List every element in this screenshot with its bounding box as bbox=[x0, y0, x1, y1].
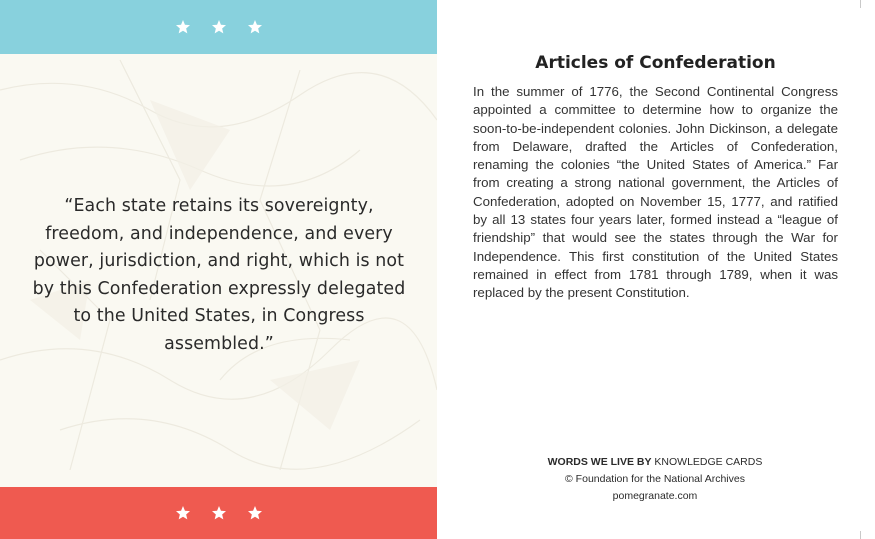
quote-text: “Each state retains its sovereignty, freedom, and independence, and every power, jurisdiction, and right, which is not by this Confederation expressly delegated to the United States, in Congress assembled.” bbox=[32, 196, 406, 354]
series-name: WORDS WE LIVE BY bbox=[547, 456, 652, 468]
series-suffix: KNOWLEDGE CARDS bbox=[651, 456, 763, 468]
star-icon bbox=[211, 19, 227, 35]
quote-card bbox=[0, 0, 437, 539]
star-icon bbox=[211, 505, 227, 521]
bottom-color-band bbox=[0, 487, 437, 539]
website-link: pomegranate.com bbox=[612, 490, 698, 502]
star-icon bbox=[175, 19, 191, 35]
star-icon bbox=[247, 505, 263, 521]
copyright-line: © Foundation for the National Archives bbox=[565, 473, 745, 485]
star-icon bbox=[175, 505, 191, 521]
card-credits bbox=[520, 454, 790, 505]
card-body-text: In the summer of 1776, the Second Continental Congress appointed a committee to determine how to organize the soon-to-be-independent colonies. John Dickinson, a delegate from Delaware, drafted the Articles of Confederation, renaming the colonies “the United States of America.” Far from creating a strong national government, the Articles of Confederation, adopted on November 15, 1777, and ratified by all 13 states four years later, formed instead a “league of friendship” that would see the states through the War for Independence. This first constitution of the United States remained in effect from 1781 through 1789, when it was replaced by the present Constitution. bbox=[473, 84, 838, 301]
card-title: Articles of Confederation bbox=[535, 53, 776, 73]
series-line bbox=[520, 454, 790, 471]
crop-mark bbox=[860, 531, 861, 539]
star-icon bbox=[247, 19, 263, 35]
top-color-band bbox=[0, 0, 437, 54]
crop-mark bbox=[860, 0, 861, 8]
